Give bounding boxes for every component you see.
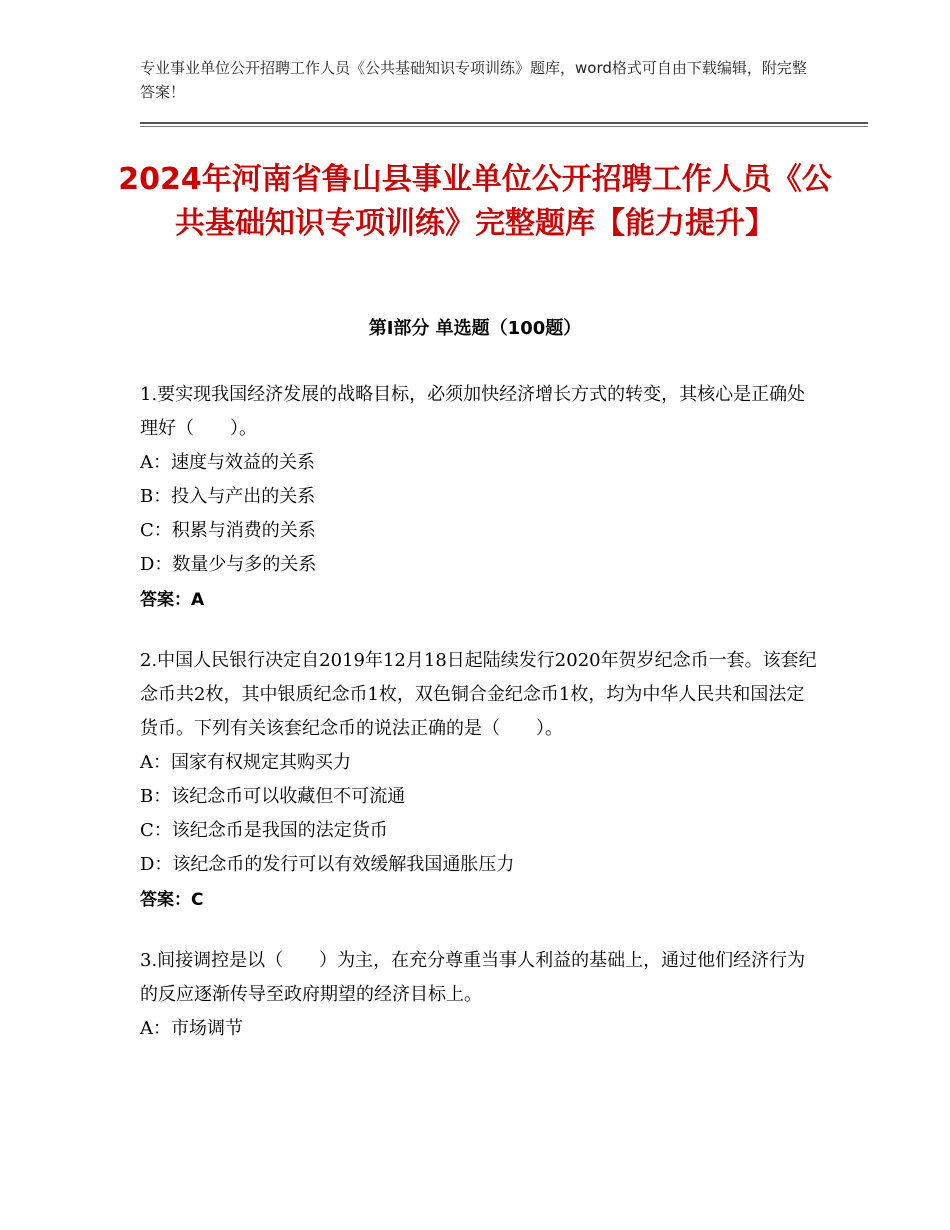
question-3 <box>140 944 820 1046</box>
question-1 <box>140 378 820 618</box>
question-stem: 3.间接调控是以（ ）为主，在充分尊重当事人利益的基础上，通过他们经济行为的反应逐渐传导至政府期望的经济目标上。 <box>140 950 806 1005</box>
option-d: D：该纪念币的发行可以有效缓解我国通胀压力 <box>140 854 515 875</box>
header-note: 专业事业单位公开招聘工作人员《公共基础知识专项训练》题库，word格式可自由下载编辑，附完整答案！ <box>140 59 807 101</box>
section-title: 第Ⅰ部分 单选题（100题） <box>368 318 582 339</box>
question-stem: 2.中国人民银行决定自2019年12月18日起陆续发行2020年贺岁纪念币一套。该套纪念币共2枚，其中银质纪念币1枚，双色铜合金纪念币1枚，均为中华人民共和国法定货币。下列有关该套纪念币的说法正确的是（ ）。 <box>140 650 817 739</box>
document-title: 2024年河南省鲁山县事业单位公开招聘工作人员《公共基础知识专项训练》完整题库【能力提升】 <box>118 162 832 241</box>
option-b: B：投入与产出的关系 <box>140 486 316 507</box>
question-stem: 1.要实现我国经济发展的战略目标，必须加快经济增长方式的转变，其核心是正确处理好（ ）。 <box>140 384 806 439</box>
option-a: A：速度与效益的关系 <box>140 452 315 473</box>
option-a: A：市场调节 <box>140 1018 243 1039</box>
answer-label: 答案：C <box>140 890 204 910</box>
question-list <box>140 378 820 1072</box>
option-d: D：数量少与多的关系 <box>140 554 317 575</box>
header-rule-thick <box>140 122 868 124</box>
option-a: A：国家有权规定其购买力 <box>140 752 351 773</box>
question-2 <box>140 644 820 918</box>
header-rule-thin <box>140 126 868 127</box>
answer-label: 答案：A <box>140 590 205 610</box>
option-c: C：该纪念币是我国的法定货币 <box>140 820 388 841</box>
option-b: B：该纪念币可以收藏但不可流通 <box>140 786 406 807</box>
option-c: C：积累与消费的关系 <box>140 520 316 541</box>
